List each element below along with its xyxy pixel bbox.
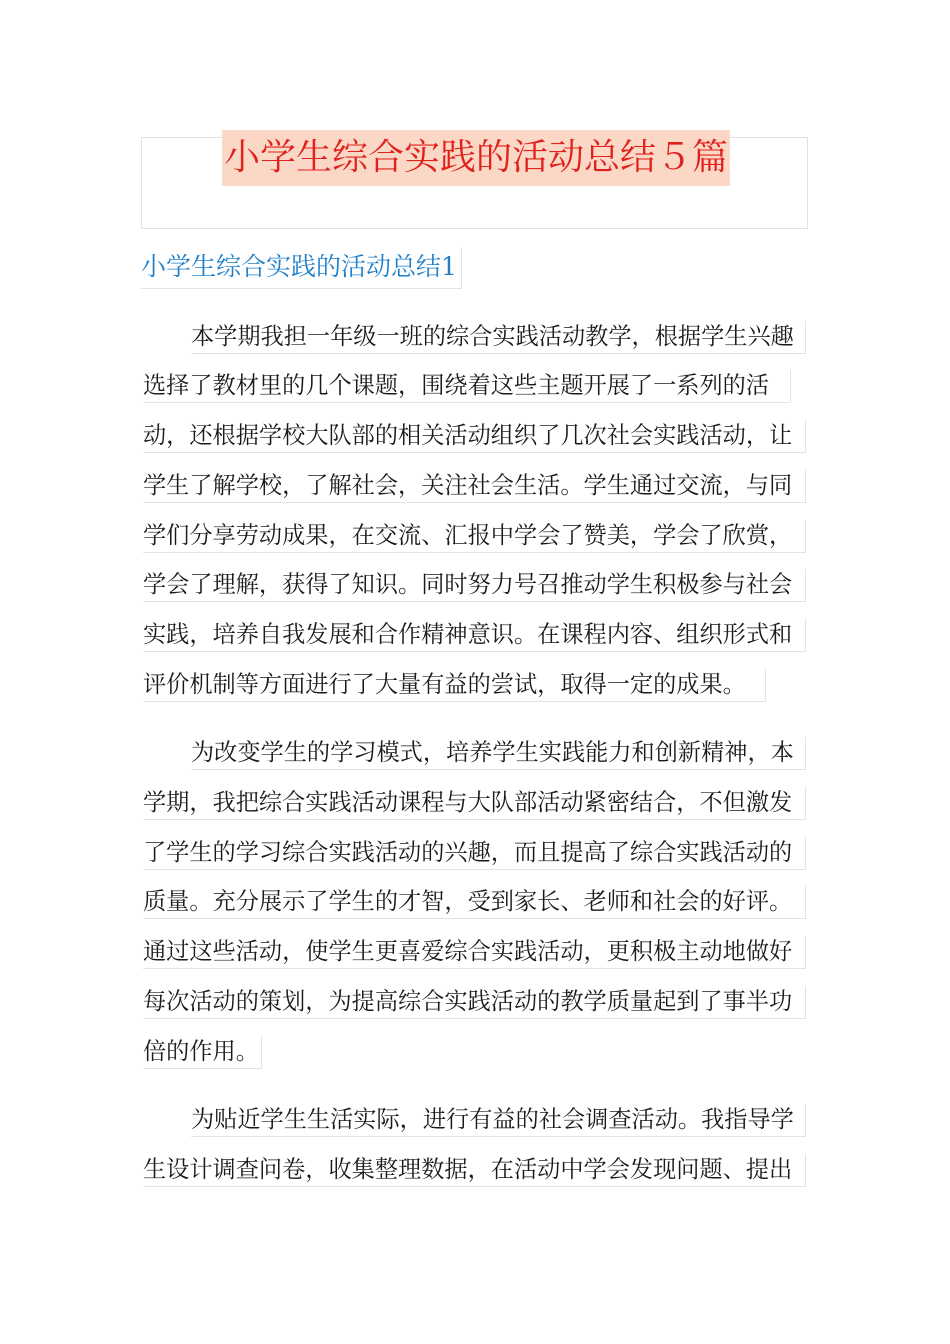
paragraph-3-line-2: 生设计调查问卷，收集整理数据，在活动中学会发现问题、提出	[143, 1154, 806, 1187]
paragraph-1-line-2: 选择了教材里的几个课题，围绕着这些主题开展了一系列的活	[143, 370, 791, 403]
paragraph-1-line-1: 本学期我担一年级一班的综合实践活动教学，根据学生兴趣	[191, 321, 806, 354]
document-title: 小学生综合实践的活动总结５篇	[222, 130, 730, 186]
paragraph-2-line-2: 学期，我把综合实践活动课程与大队部活动紧密结合，不但激发	[143, 787, 806, 820]
paragraph-2-line-6: 每次活动的策划，为提高综合实践活动的教学质量起到了事半功	[143, 986, 806, 1019]
paragraph-2-line-5: 通过这些活动，使学生更喜爱综合实践活动，更积极主动地做好	[143, 936, 806, 969]
section-heading: 小学生综合实践的活动总结1	[141, 247, 462, 289]
paragraph-1-line-3: 动，还根据学校大队部的相关活动组织了几次社会实践活动，让	[143, 420, 806, 453]
paragraph-2-line-7: 倍的作用。	[143, 1036, 262, 1069]
paragraph-1-line-6: 学会了理解，获得了知识。同时努力号召推动学生积极参与社会	[143, 569, 806, 602]
paragraph-1-line-4: 学生了解学校，了解社会，关注社会生活。学生通过交流，与同	[143, 470, 806, 503]
paragraph-1-line-7: 实践，培养自我发展和合作精神意识。在课程内容、组织形式和	[143, 619, 806, 652]
paragraph-3-line-1: 为贴近学生生活实际，进行有益的社会调查活动。我指导学	[191, 1104, 806, 1137]
paragraph-1-line-5: 学们分享劳动成果，在交流、汇报中学会了赞美，学会了欣赏，	[143, 520, 806, 553]
paragraph-2-line-3: 了学生的学习综合实践活动的兴趣，而且提高了综合实践活动的	[143, 837, 806, 870]
paragraph-2-line-4: 质量。充分展示了学生的才智，受到家长、老师和社会的好评。	[143, 886, 806, 919]
paragraph-1-line-8: 评价机制等方面进行了大量有益的尝试，取得一定的成果。	[143, 669, 766, 702]
paragraph-2-line-1: 为改变学生的学习模式，培养学生实践能力和创新精神，本	[191, 737, 806, 770]
